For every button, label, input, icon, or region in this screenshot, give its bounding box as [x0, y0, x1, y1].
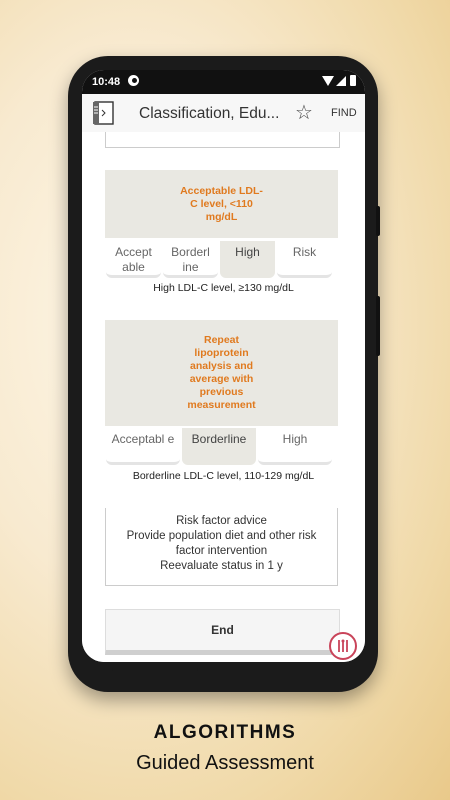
decision-node-repeat [105, 320, 338, 426]
tab-label: Borderline [191, 432, 247, 446]
phone-screen [82, 70, 365, 662]
wifi-icon [322, 76, 334, 86]
tab-label: Accept able [115, 245, 152, 274]
tab-label: High [282, 432, 308, 446]
signal-icon [336, 76, 346, 86]
tab-acceptable[interactable] [106, 428, 180, 465]
recommendation-box [105, 508, 338, 586]
algorithm-content [82, 132, 365, 662]
recommendation-line: Reevaluate status in 1 y [160, 560, 283, 572]
node-text: Acceptable LDL-C level, <110 mg/dL [180, 184, 263, 223]
tab-high[interactable] [258, 428, 332, 465]
tab-acceptable[interactable] [106, 241, 161, 278]
home-indicator [112, 668, 198, 671]
volume-button [376, 206, 380, 236]
battery-icon [350, 75, 356, 86]
tab-label: High [235, 245, 260, 259]
page-title: Classification, Edu... [139, 105, 280, 122]
outcome-tabs-1 [106, 241, 332, 278]
recommendation-line: factor intervention [175, 545, 268, 557]
outcome-tabs-2 [106, 428, 332, 465]
node-text: Repeat lipoprotein analysis and average with previous measurement [187, 334, 256, 411]
tab-high[interactable] [220, 241, 275, 278]
tab-risk[interactable] [277, 241, 332, 278]
selected-outcome-caption: Borderline LDL-C level, 110-129 mg/dL [132, 470, 315, 482]
recommendation-line: Risk factor advice [176, 515, 267, 527]
status-time: 10:48 [92, 76, 121, 88]
recommendation-line: Provide population diet and other risk [126, 530, 317, 542]
selected-outcome-caption: High LDL-C level, ≥130 mg/dL [153, 282, 294, 294]
book-menu-icon[interactable] [92, 101, 114, 125]
tab-label: Acceptabl e [111, 432, 175, 446]
status-bar [82, 70, 365, 94]
find-button[interactable]: FIND [331, 107, 357, 119]
tab-borderline[interactable] [163, 241, 218, 278]
tab-label: Borderl ine [171, 245, 210, 274]
notification-icon [128, 75, 139, 86]
promo-subtitle: Guided Assessment [136, 752, 314, 774]
decision-node-acceptable [105, 170, 338, 238]
app-bar [82, 94, 365, 133]
tab-borderline[interactable] [182, 428, 256, 465]
power-button [376, 296, 380, 356]
promo-title: ALGORITHMS [153, 722, 297, 743]
tab-label: Risk [292, 245, 317, 259]
end-button[interactable]: End [105, 609, 340, 655]
tools-icon[interactable] [329, 632, 357, 660]
star-outline-icon[interactable]: ☆ [295, 102, 313, 124]
previous-node-box [105, 132, 340, 148]
